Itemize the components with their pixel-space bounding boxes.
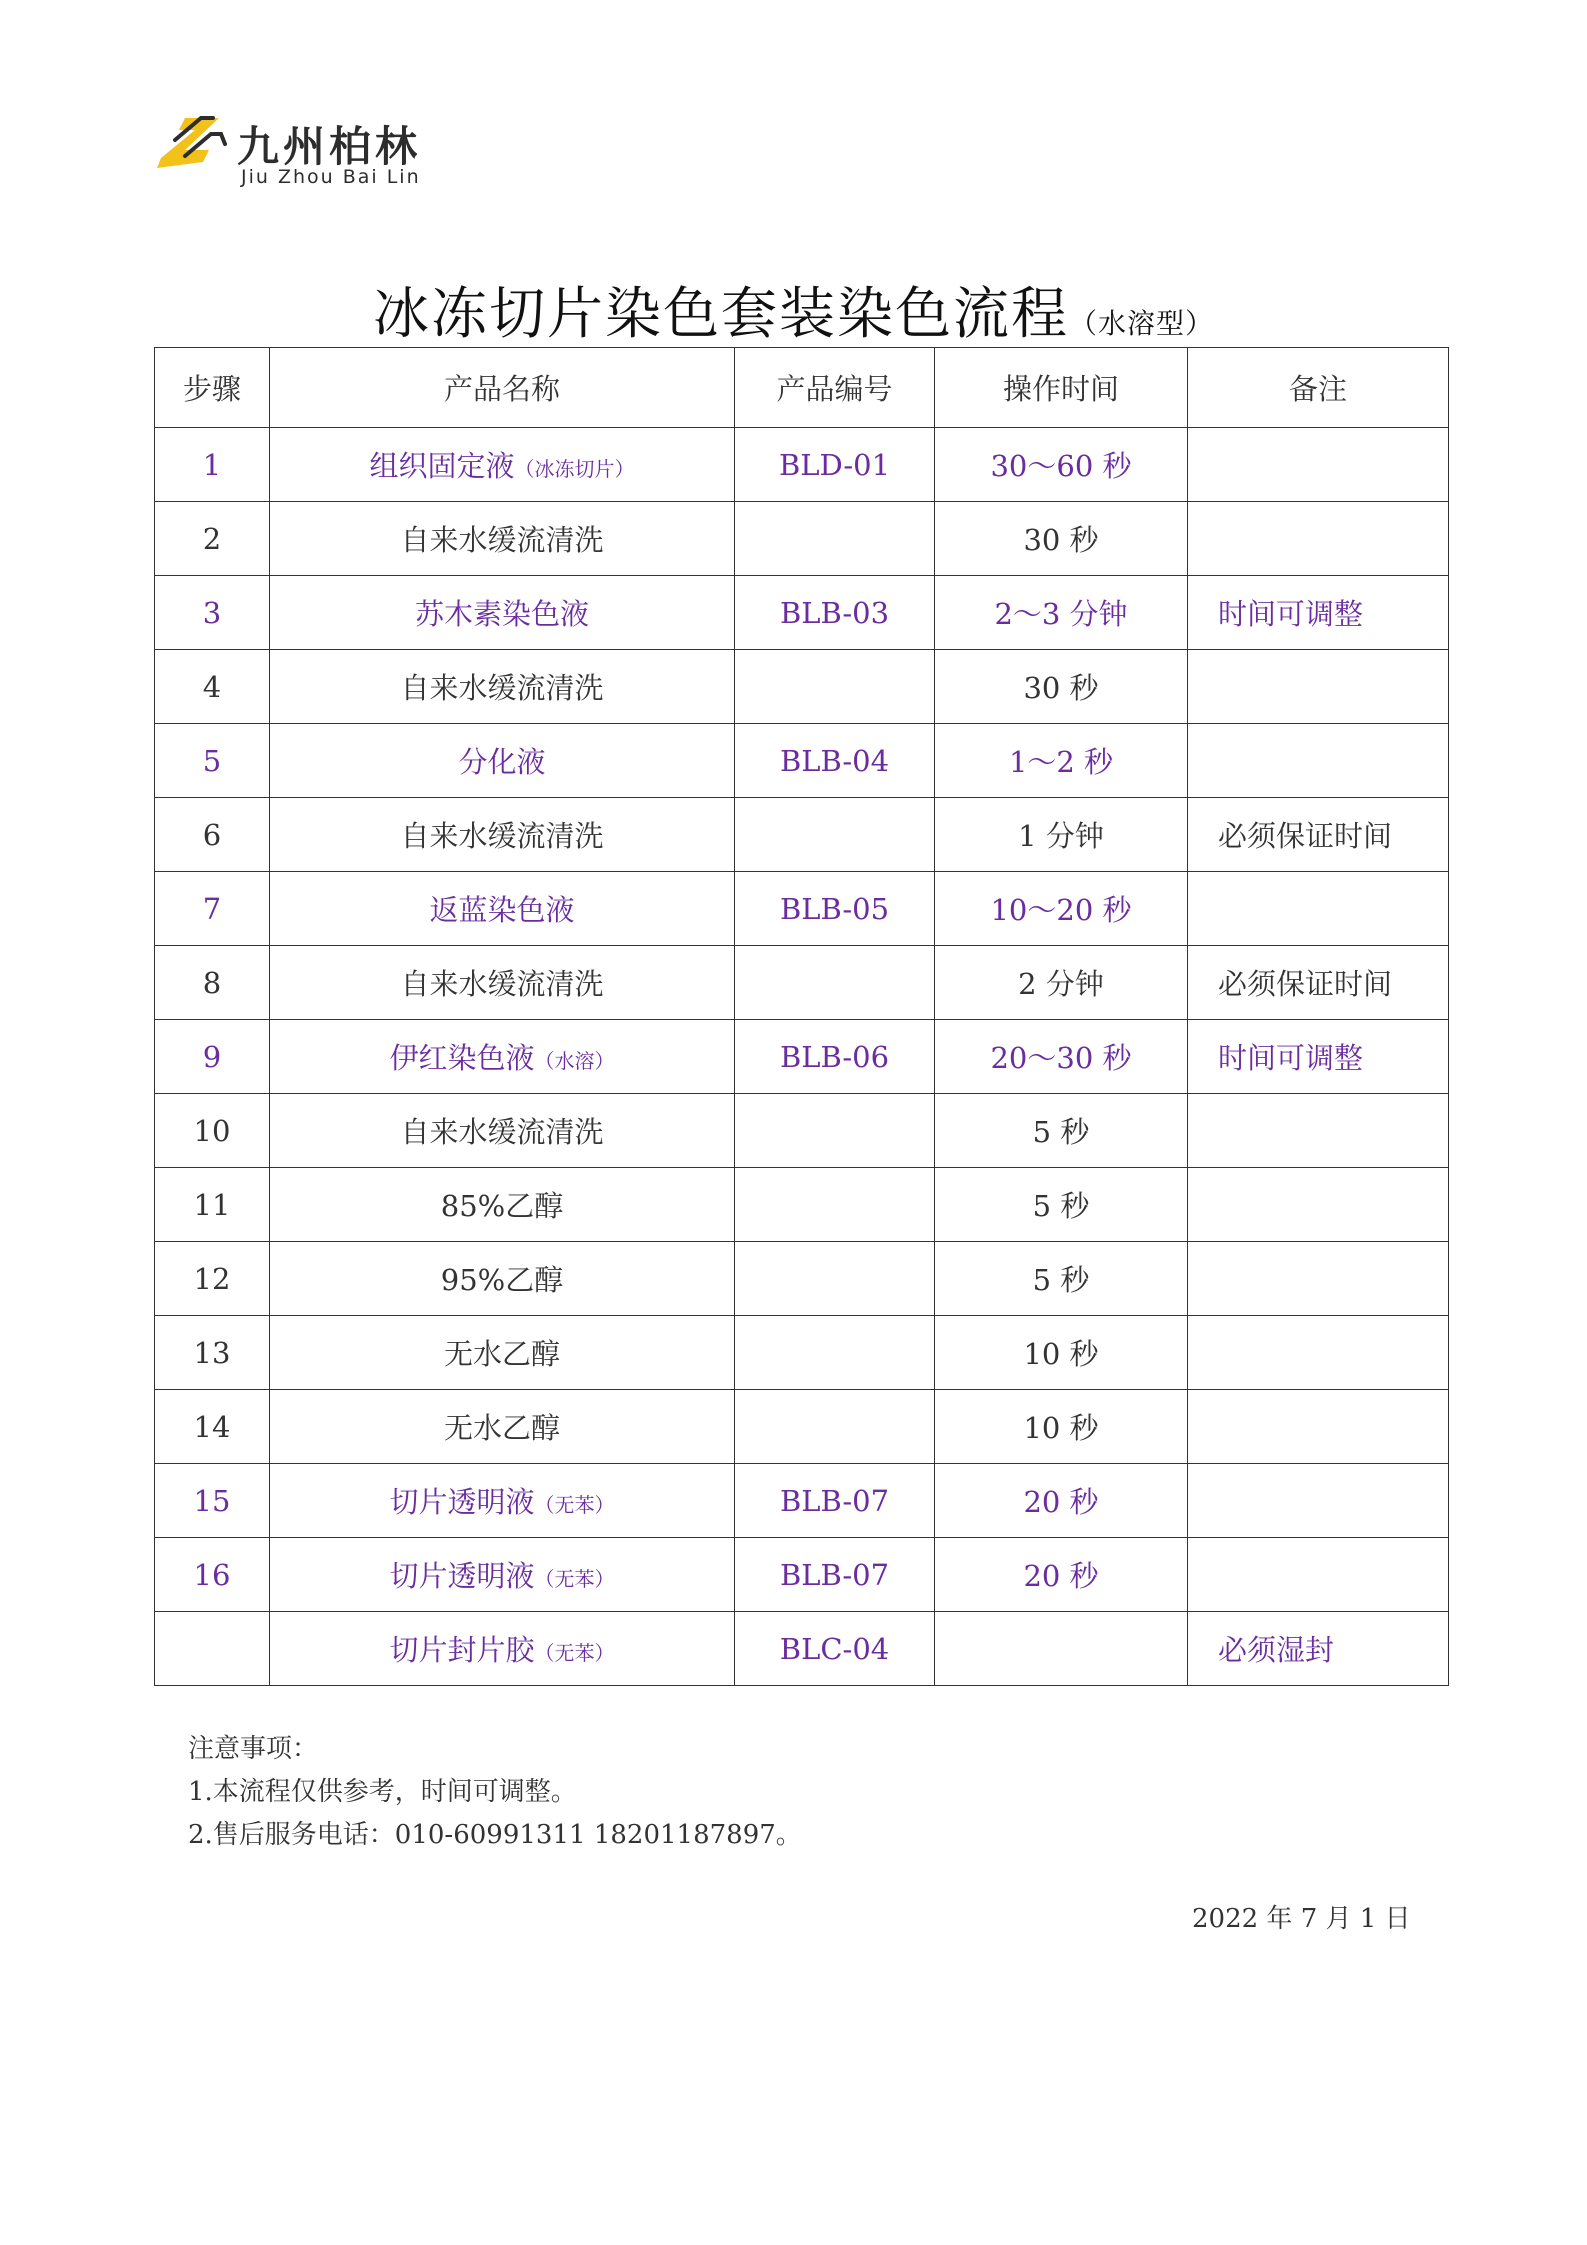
cell-operation-time: 30～60 秒: [935, 428, 1188, 502]
cell-step: 3: [155, 576, 270, 650]
table-row: [155, 1538, 1449, 1612]
table-row: [155, 650, 1449, 724]
cell-product-name: [270, 1316, 735, 1390]
cell-remarks: 时间可调整: [1188, 576, 1449, 650]
cell-remarks: [1188, 724, 1449, 798]
cell-step: 9: [155, 1020, 270, 1094]
cell-remarks: [1188, 1390, 1449, 1464]
table-row: [155, 1168, 1449, 1242]
cell-operation-time: 1～2 秒: [935, 724, 1188, 798]
cell-product-code: [735, 650, 935, 724]
cell-operation-time: 2 分钟: [935, 946, 1188, 1020]
cell-remarks: [1188, 1316, 1449, 1390]
cell-product-code: BLB-05: [735, 872, 935, 946]
cell-product-name: [270, 724, 735, 798]
product-name-text: 无水乙醇: [443, 1411, 560, 1445]
table-row: [155, 1094, 1449, 1168]
cell-step: 7: [155, 872, 270, 946]
cell-operation-time: 20～30 秒: [935, 1020, 1188, 1094]
table-row: [155, 1316, 1449, 1390]
table-row: [155, 946, 1449, 1020]
cell-product-code: [735, 502, 935, 576]
cell-operation-time: 20 秒: [935, 1538, 1188, 1612]
product-name-note: （冰冻切片）: [514, 457, 635, 481]
cell-step: 2: [155, 502, 270, 576]
cell-remarks: [1188, 872, 1449, 946]
cell-product-code: BLC-04: [735, 1612, 935, 1686]
cell-operation-time: 30 秒: [935, 502, 1188, 576]
cell-step: 12: [155, 1242, 270, 1316]
cell-step: 8: [155, 946, 270, 1020]
product-name-text: 分化液: [458, 745, 546, 779]
cell-product-name: [270, 428, 735, 502]
table-row: [155, 1464, 1449, 1538]
cell-operation-time: 1 分钟: [935, 798, 1188, 872]
header-product-name: 产品名称: [270, 348, 735, 428]
cell-product-code: [735, 798, 935, 872]
company-logo: [155, 110, 475, 190]
cell-product-name: [270, 1168, 735, 1242]
cell-remarks: [1188, 502, 1449, 576]
cell-product-code: [735, 1094, 935, 1168]
product-name-text: 自来水缓流清洗: [400, 671, 604, 705]
product-name-text: 切片透明液: [389, 1485, 535, 1519]
cell-operation-time: 2～3 分钟: [935, 576, 1188, 650]
table-row: [155, 502, 1449, 576]
cell-product-name: [270, 1020, 735, 1094]
product-name-text: 自来水缓流清洗: [400, 819, 604, 853]
cell-step: 4: [155, 650, 270, 724]
product-name-text: 伊红染色液: [389, 1041, 535, 1075]
cell-remarks: 必须保证时间: [1188, 798, 1449, 872]
product-name-note: （水溶）: [534, 1049, 615, 1073]
cell-operation-time: 5 秒: [935, 1242, 1188, 1316]
cell-product-name: [270, 650, 735, 724]
cell-step: 15: [155, 1464, 270, 1538]
cell-product-name: [270, 576, 735, 650]
cell-product-code: [735, 946, 935, 1020]
cell-product-code: [735, 1316, 935, 1390]
cell-product-code: BLB-07: [735, 1538, 935, 1612]
cell-product-code: BLB-03: [735, 576, 935, 650]
cell-operation-time: 5 秒: [935, 1168, 1188, 1242]
cell-product-code: [735, 1390, 935, 1464]
product-name-text: 无水乙醇: [443, 1337, 560, 1371]
cell-remarks: [1188, 1168, 1449, 1242]
cell-remarks: [1188, 428, 1449, 502]
cell-step: 5: [155, 724, 270, 798]
table-header-row: [155, 348, 1449, 428]
product-name-text: 切片透明液: [389, 1559, 535, 1593]
product-name-text: 95%乙醇: [440, 1263, 564, 1297]
note-item-2: 2.售后服务电话：010-60991311 18201187897。: [188, 1820, 802, 1850]
header-operation-time: 操作时间: [935, 348, 1188, 428]
product-name-text: 85%乙醇: [440, 1189, 564, 1223]
cell-operation-time: 20 秒: [935, 1464, 1188, 1538]
cell-product-name: [270, 1390, 735, 1464]
product-name-note: （无苯）: [534, 1493, 615, 1517]
cell-product-code: BLB-06: [735, 1020, 935, 1094]
table-row: [155, 1612, 1449, 1686]
header-product-code: 产品编号: [735, 348, 935, 428]
cell-product-name: [270, 1612, 735, 1686]
logo-mark-icon: [155, 110, 230, 180]
cell-product-name: [270, 946, 735, 1020]
table-row: [155, 1020, 1449, 1094]
table-row: [155, 724, 1449, 798]
table-body: [155, 428, 1449, 1686]
cell-remarks: [1188, 1464, 1449, 1538]
cell-product-name: [270, 1464, 735, 1538]
cell-remarks: [1188, 1538, 1449, 1612]
cell-operation-time: 10 秒: [935, 1316, 1188, 1390]
table-row: [155, 428, 1449, 502]
header-remarks: 备注: [1188, 348, 1449, 428]
product-name-text: 切片封片胶: [389, 1633, 535, 1667]
product-name-text: 苏木素染色液: [414, 597, 589, 631]
product-name-note: （无苯）: [534, 1567, 615, 1591]
cell-remarks: 必须保证时间: [1188, 946, 1449, 1020]
table-row: [155, 798, 1449, 872]
cell-product-name: [270, 1094, 735, 1168]
cell-remarks: 必须湿封: [1188, 1612, 1449, 1686]
table-row: [155, 1242, 1449, 1316]
product-name-text: 自来水缓流清洗: [400, 523, 604, 557]
cell-product-code: BLB-07: [735, 1464, 935, 1538]
product-name-text: 返蓝染色液: [429, 893, 575, 927]
cell-step: 13: [155, 1316, 270, 1390]
product-name-text: 自来水缓流清洗: [400, 1115, 604, 1149]
cell-product-name: [270, 1538, 735, 1612]
cell-operation-time: 5 秒: [935, 1094, 1188, 1168]
cell-product-name: [270, 872, 735, 946]
cell-product-code: BLB-04: [735, 724, 935, 798]
cell-product-name: [270, 1242, 735, 1316]
table-row: [155, 872, 1449, 946]
document-title: [0, 270, 1587, 350]
cell-step: 6: [155, 798, 270, 872]
cell-remarks: 时间可调整: [1188, 1020, 1449, 1094]
cell-step: [155, 1612, 270, 1686]
cell-product-name: [270, 798, 735, 872]
document-date: 2022 年 7 月 1 日: [1192, 1904, 1411, 1934]
logo-name-en: Jiu Zhou Bai Lin: [241, 166, 421, 188]
product-name-note: （无苯）: [534, 1641, 615, 1665]
product-name-text: 自来水缓流清洗: [400, 967, 604, 1001]
cell-operation-time: 10～20 秒: [935, 872, 1188, 946]
table-row: [155, 576, 1449, 650]
cell-product-code: [735, 1168, 935, 1242]
cell-product-name: [270, 502, 735, 576]
cell-remarks: [1188, 1242, 1449, 1316]
staining-flow-table: [154, 347, 1449, 1686]
table-row: [155, 1390, 1449, 1464]
cell-step: 16: [155, 1538, 270, 1612]
cell-step: 14: [155, 1390, 270, 1464]
notes-section: [188, 1728, 802, 1857]
cell-product-code: BLD-01: [735, 428, 935, 502]
cell-step: 11: [155, 1168, 270, 1242]
header-step: 步骤: [155, 348, 270, 428]
cell-operation-time: 30 秒: [935, 650, 1188, 724]
note-item-1: 1.本流程仅供参考，时间可调整。: [188, 1777, 577, 1807]
logo-name-cn: 九州柏林: [237, 122, 422, 171]
cell-product-code: [735, 1242, 935, 1316]
cell-operation-time: [935, 1612, 1188, 1686]
cell-remarks: [1188, 650, 1449, 724]
notes-heading: 注意事项：: [188, 1734, 319, 1764]
title-main: 冰冻切片染色套装染色流程: [372, 282, 1069, 347]
cell-step: 1: [155, 428, 270, 502]
product-name-text: 组织固定液: [369, 449, 515, 483]
title-sub: （水溶型）: [1068, 307, 1214, 340]
cell-remarks: [1188, 1094, 1449, 1168]
cell-step: 10: [155, 1094, 270, 1168]
cell-operation-time: 10 秒: [935, 1390, 1188, 1464]
